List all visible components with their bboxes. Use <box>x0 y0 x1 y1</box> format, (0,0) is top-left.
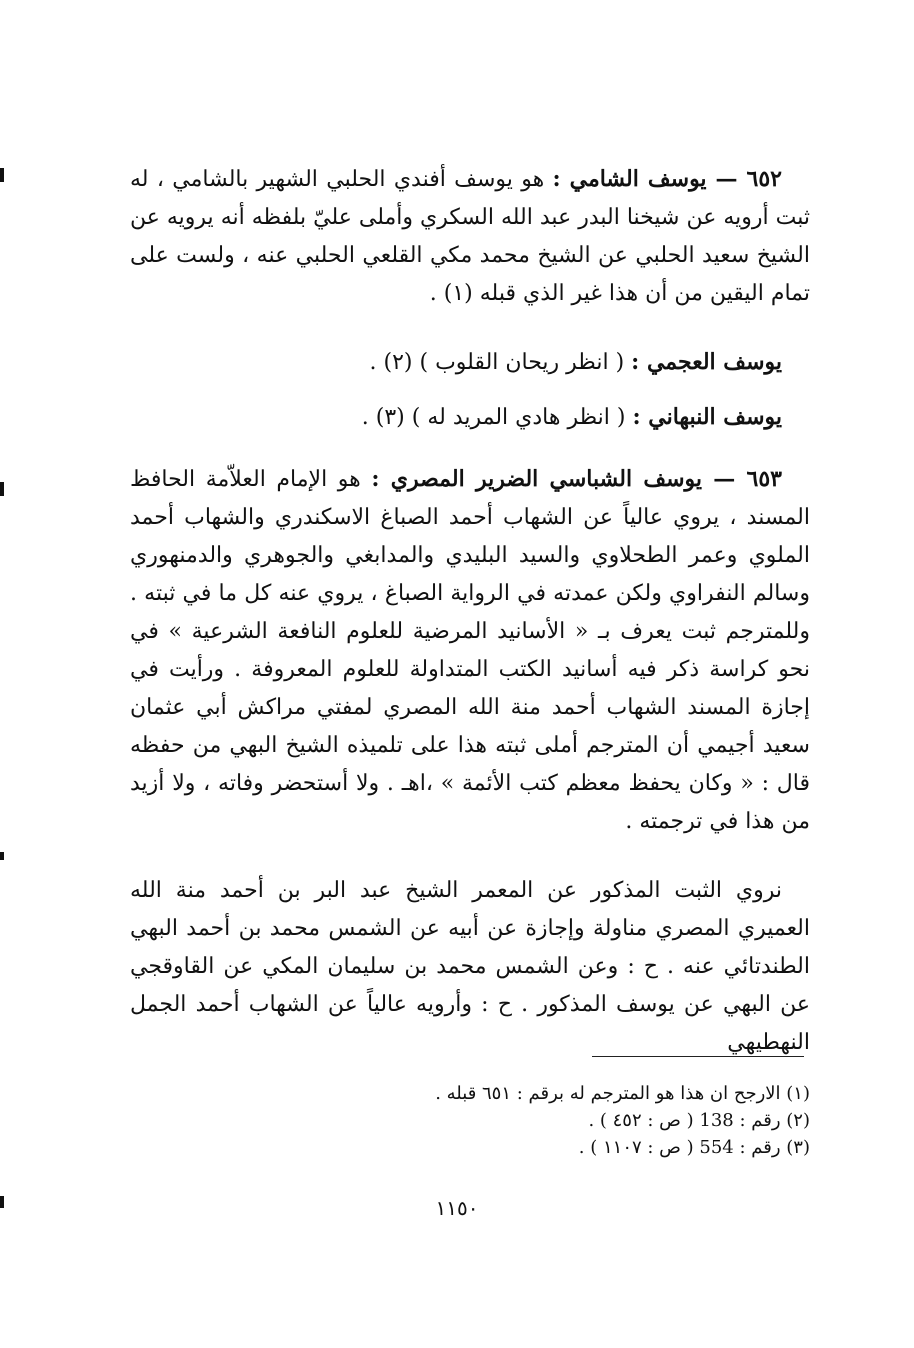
entry-text: هو الإمام العلاّمة الحافظ المسند ، يروي عالياً عن الشهاب أحمد الصباغ الاسكندري والشهاب أحمد الملوي وعمر الطحلاوي والسيد البليدي والمدابغي والجوهري والدمنهوري وسالم النفراوي ولكن عمدته في الرواية الصباغ ، يروي عنه كل ما في ثبته . وللمترجم ثبت يعرف بـ « الأسانيد المرضية للعلوم النافعة الشرعية » في نحو كراسة ذكر فيه أسانيد الكتب المتداولة للعلوم المعروفة . ورأيت في إجازة المسند الشهاب أحمد منة الله المصري لمفتي مراكش أبي عثمان سعيد أجيمي أن المترجم أملى ثبته هذا على تلميذه الشيخ البهي من حفظه قال : « وكان يحفظ معظم كتب الأئمة » ،اهـ . ولا أستحضر وفاته ، ولا أزيد من هذا في ترجمته . <box>130 467 810 834</box>
footnote-separator <box>592 1056 804 1057</box>
see-also-text: ( انظر ريحان القلوب ) (٢) . <box>369 350 625 375</box>
see-also-entry <box>130 398 810 437</box>
entry-653 <box>130 460 810 841</box>
see-also-heading: يوسف النبهاني : <box>632 404 782 430</box>
margin-mark <box>0 168 4 182</box>
footnotes <box>300 1080 810 1161</box>
paragraph-text: نروي الثبت المذكور عن المعمر الشيخ عبد البر بن أحمد منة الله العميري المصري مناولة وإجازة عن أبيه عن الشمس محمد بن أحمد البهي الطندتائي عنه . ح : وعن الشمس محمد بن سليمان المكي عن القاوقجي عن البهي عن يوسف المذكور . ح : وأرويه عالياً عن الشهاب أحمد الجمل النهطيهي <box>130 878 810 1055</box>
see-also-heading: يوسف العجمي : <box>631 349 782 375</box>
entry-heading: ٦٥٣ — يوسف الشباسي الضرير المصري : <box>371 466 782 492</box>
footnote-1: (١) الارجح ان هذا هو المترجم له برقم : ٦٥١ قبله . <box>435 1083 810 1104</box>
footnote-2: (٢) رقم : 138 ( ص : ٤٥٢ ) . <box>588 1110 810 1131</box>
see-also-text: ( انظر هادي المريد له ) (٣) . <box>361 405 626 430</box>
footnote-3: (٣) رقم : 554 ( ص : ١١٠٧ ) . <box>578 1137 810 1158</box>
entry-652 <box>130 160 810 313</box>
entry-text: هو يوسف أفندي الحلبي الشهير بالشامي ، له ثبت أرويه عن شيخنا البدر عبد الله السكري وأملى عليّ بلفظه أنه يرويه عن الشيخ سعيد الحلبي عن الشيخ محمد مكي القلعي الحلبي عنه ، ولست على تمام اليقين من أن هذا غير الذي قبله (١) . <box>130 167 810 306</box>
margin-mark <box>0 482 4 496</box>
margin-mark <box>0 852 4 860</box>
entry-heading: ٦٥٢ — يوسف الشامي : <box>552 166 782 192</box>
riwaya-paragraph <box>130 872 810 1062</box>
page-number: ١١٥٠ <box>435 1196 479 1220</box>
see-also-entry <box>130 343 810 382</box>
